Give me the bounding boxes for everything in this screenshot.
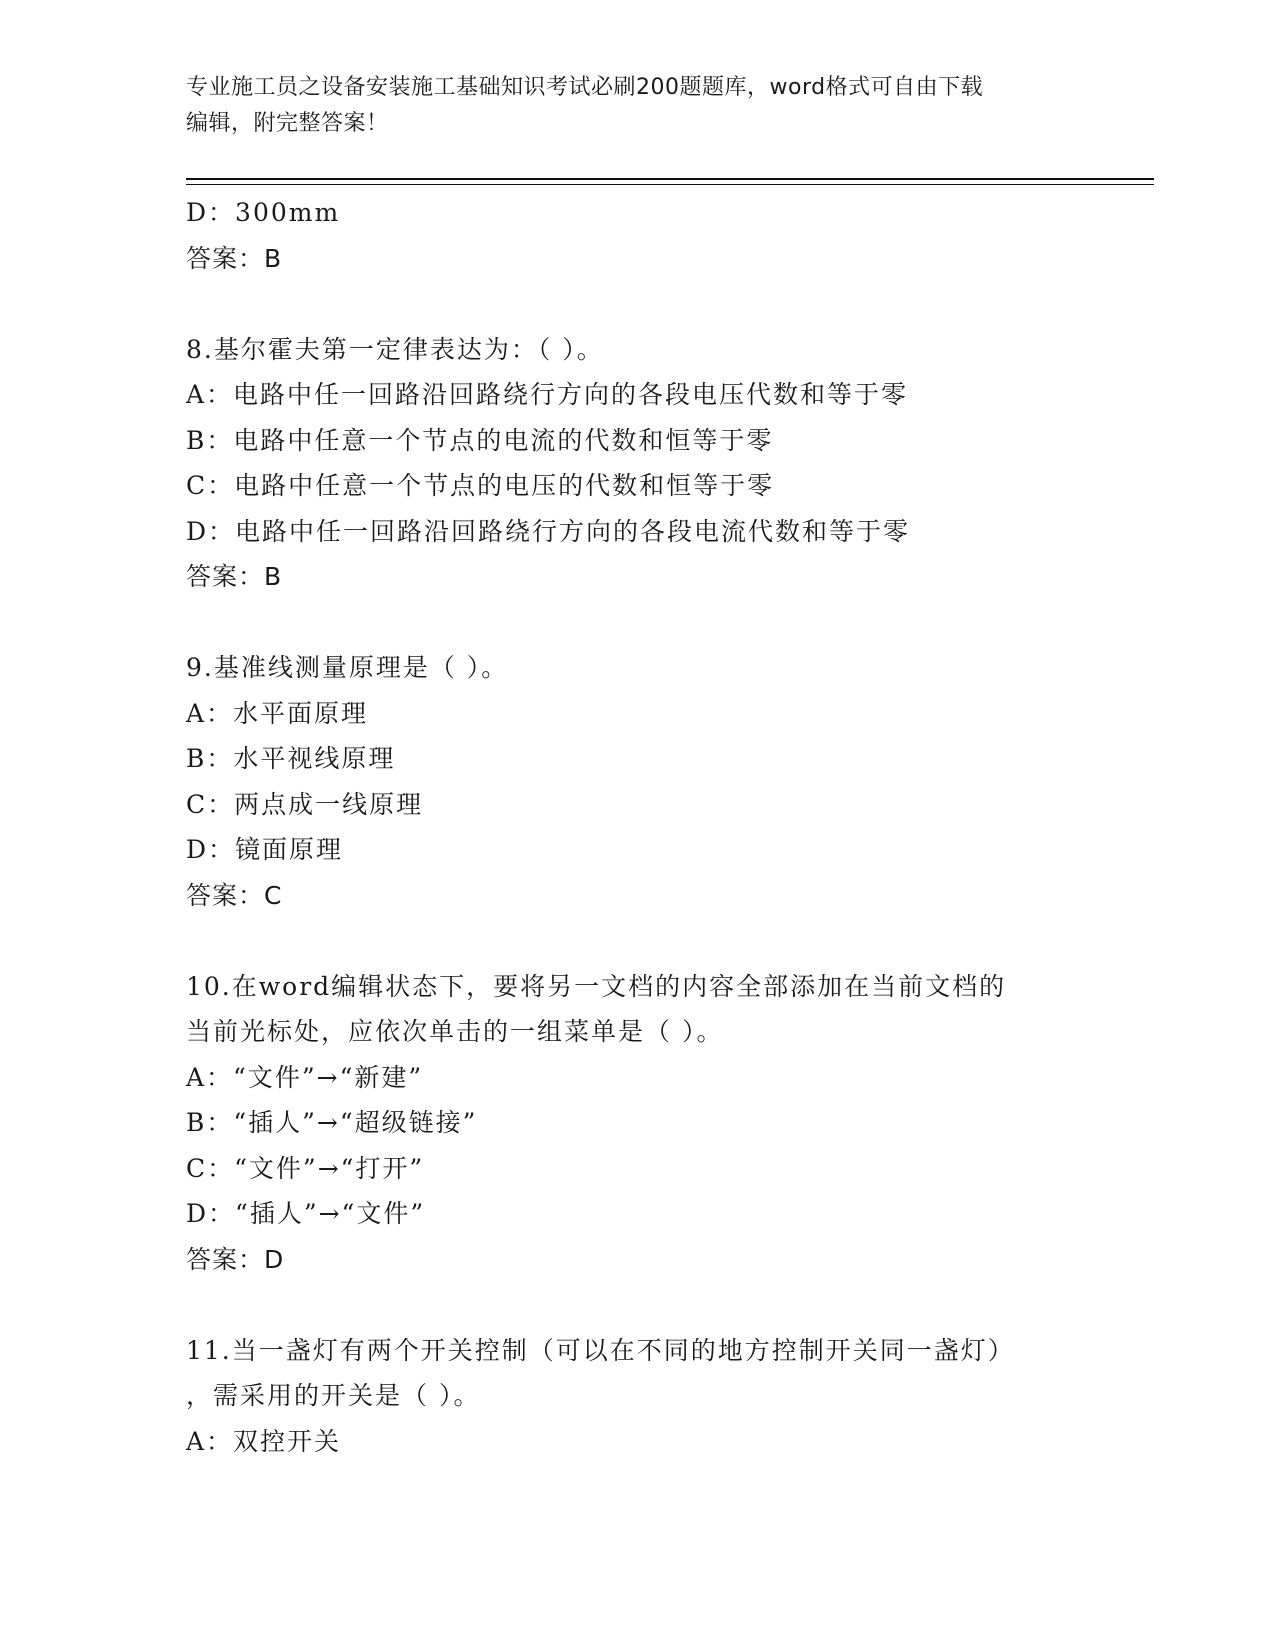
option-c: C：两点成一线原理: [186, 789, 424, 819]
question-stem: 8.基尔霍夫第一定律表达为：（ ）。: [186, 334, 604, 364]
option-a: A：“文件”→“新建”: [186, 1062, 424, 1092]
option-d: D：镜面原理: [186, 835, 344, 864]
question-stem: 9.基准线测量原理是（ ）。: [186, 653, 509, 682]
option-d: D：电路中任一回路沿回路绕行方向的各段电流代数和等于零: [186, 516, 911, 546]
option-c: C：“文件”→“打开”: [186, 1153, 425, 1183]
question-fragment: [186, 190, 1086, 281]
question-10: [186, 964, 1086, 1283]
header-divider-thin: [186, 184, 1154, 185]
spacer: [186, 281, 1086, 327]
question-stem-line-2: 当前光标处，应依次单击的一组菜单是（ ）。: [186, 1017, 724, 1046]
page-header: [186, 70, 1086, 142]
header-line-2: 编辑，附完整答案！: [186, 111, 389, 136]
spacer: [186, 918, 1086, 964]
option-b: B：水平视线原理: [186, 744, 396, 773]
question-8: [186, 327, 1086, 600]
option-a: A：水平面原理: [186, 698, 369, 728]
question-9: [186, 645, 1086, 918]
option-d: D：300mm: [186, 198, 341, 227]
answer-line: 答案：C: [186, 880, 283, 910]
option-d: D：“插人”→“文件”: [186, 1199, 426, 1228]
header-divider-thick: [186, 178, 1154, 180]
question-stem-line-1: 10.在word编辑状态下，要将另一文档的内容全部添加在当前文档的: [186, 971, 1007, 1001]
question-list: [186, 190, 1086, 1464]
spacer: [186, 600, 1086, 646]
question-stem-line-2: ，需采用的开关是（ ）。: [186, 1381, 481, 1410]
header-line-1: 专业施工员之设备安装施工基础知识考试必刷200题题库，word格式可自由下载: [186, 75, 984, 100]
answer-line: 答案：B: [186, 243, 283, 273]
option-b: B：电路中任意一个节点的电流的代数和恒等于零: [186, 425, 774, 455]
question-11: [186, 1328, 1086, 1465]
option-b: B：“插人”→“超级链接”: [186, 1108, 478, 1137]
spacer: [186, 1282, 1086, 1328]
question-stem-line-1: 11.当一盏灯有两个开关控制（可以在不同的地方控制开关同一盏灯）: [186, 1335, 1015, 1365]
answer-line: 答案：B: [186, 562, 283, 591]
option-c: C：电路中任意一个节点的电压的代数和恒等于零: [186, 471, 775, 500]
answer-line: 答案：D: [186, 1244, 285, 1274]
option-a: A：电路中任一回路沿回路绕行方向的各段电压代数和等于零: [186, 380, 909, 409]
option-a: A：双控开关: [186, 1426, 342, 1456]
